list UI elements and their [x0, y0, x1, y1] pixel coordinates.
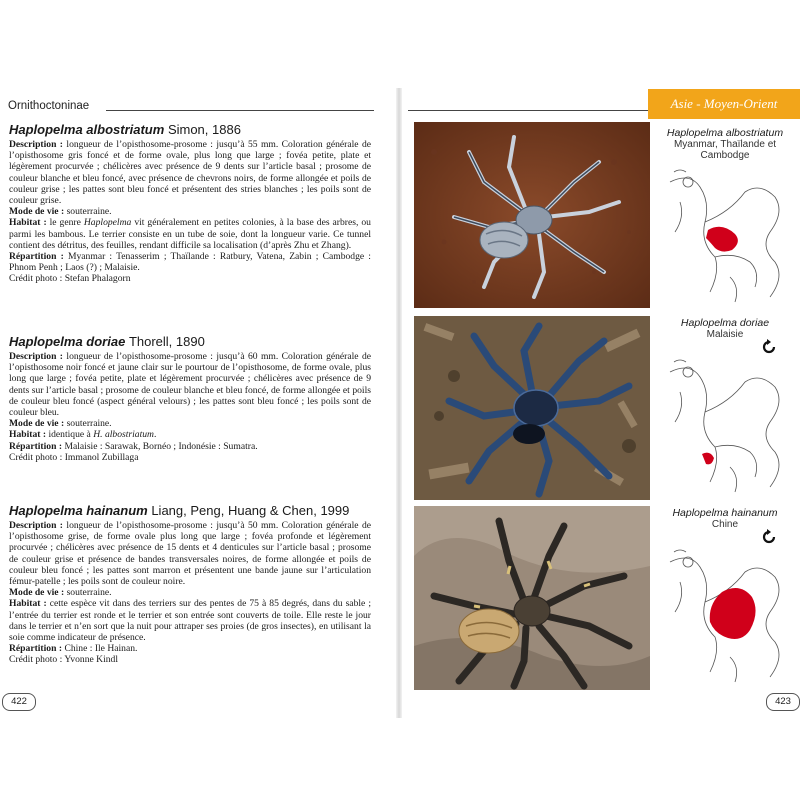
repartition [9, 441, 371, 452]
species-entry [9, 122, 371, 285]
species-entry [9, 503, 371, 666]
habitat-pre: identique à [48, 429, 91, 441]
habitat-genus: H. albostriatum [93, 429, 154, 441]
tarantula-photo-hainanum [414, 506, 650, 690]
page-number-left: 422 [2, 693, 36, 711]
description [9, 139, 371, 206]
range-map-doriae [660, 352, 794, 496]
description-label: Description : [9, 139, 64, 150]
habitat-genus: Haplopelma [83, 217, 132, 229]
tarantula-photo-albostriatum [414, 122, 650, 308]
photo-credit: Crédit photo : Yvonne Kindl [9, 654, 119, 666]
habitat-label: Habitat : [9, 217, 47, 229]
region-tab: Asie - Moyen-Orient [648, 89, 800, 119]
habitat [9, 429, 371, 440]
description-label: Description : [9, 520, 64, 531]
page-number-right: 423 [766, 693, 800, 711]
species-name: Haplopelma hainanum [9, 503, 148, 518]
range-area [702, 453, 714, 465]
mode-text: souterraine. [66, 418, 112, 430]
repartition-label: Répartition : [9, 440, 63, 452]
mode-text: souterraine. [66, 206, 112, 218]
species-name: Haplopelma doriae [9, 334, 126, 349]
repartition-text: Myanmar : Tenasserim ; Thaïlande : Ratbury, Vatena, Zabin ; Cambodge : Phnom Penh ; Laos (?) ; Malaisie. [9, 251, 371, 274]
species-author: Liang, Peng, Huang & Chen, 1999 [151, 503, 350, 518]
habitat-label: Habitat : [9, 598, 47, 610]
map-region: Myanmar, Thaïlande et Cambodge [673, 139, 777, 161]
photo-credit: Crédit photo : Immanol Zubillaga [9, 451, 139, 463]
map-region: Chine [711, 519, 739, 530]
species-entry [9, 334, 371, 463]
tarantula-photo-doriae [414, 316, 650, 500]
header-rule [408, 110, 648, 111]
species-title [9, 122, 371, 138]
species-author: Simon, 1886 [167, 122, 241, 137]
map-caption [652, 128, 798, 161]
mode-de-vie [9, 587, 371, 598]
map-caption [652, 508, 798, 530]
photo-credit: Crédit photo : Stefan Phalagorn [9, 273, 131, 285]
habitat [9, 598, 371, 643]
species-author: Thorell, 1890 [128, 334, 205, 349]
repartition-label: Répartition : [9, 643, 63, 655]
species-name: Haplopelma albostriatum [9, 122, 165, 137]
mode-de-vie [9, 206, 371, 217]
description-text: longueur de l’opisthosome-prosome : jusqu’à 50 mm. Coloration générale de l’opisthosome grise, de forme ovale plus long que large ; fovéa profonde et légèrement procurvée ; chélicères avec présence de 15 dents et 4 denticules sur l’article basal ; prosome de couleur grise et présence de bandes transversales noires, de forme allongée et poils de couleur bleu foncé ; les pattes sont marron et présentent une bande jaune sur l’articulation fémur-patelle ; les poils sont de couleur noire. [9, 520, 371, 588]
map-species-name: Haplopelma albostriatum [666, 127, 784, 139]
habitat-post: vit généralement en petites colonies, à la base des arbres, ou parmi les bambous. Le terrier consiste en un tube de soie, dont la longueur varie. Ce tunnel contient des détritus, des feuilles, rendant difficile sa localisation (d’après Zhu et Zhang). [9, 217, 371, 251]
section-rule [106, 110, 374, 111]
range-map-albostriatum [660, 162, 794, 306]
description-text: longueur de l’opisthosome-prosome : jusqu’à 60 mm. Coloration générale de l’opisthosome noir foncé et jaune clair sur le pourtour de l’opisthosome, de forme ovale, plus long que large ; fovéa petite, plate et légèrement procurvée ; chélicères avec présence de 9 dents sur l’article basal ; prosome de couleur blanche et bleu foncé, de forme allongée et poils de couleur bleu foncé (aspect général velours) ; les pattes sont bleu foncé ; les poils sont de couleur bleu. [9, 351, 371, 419]
mode-text: souterraine. [66, 587, 112, 599]
description [9, 351, 371, 418]
repartition-label: Répartition : [9, 251, 64, 263]
tarantula-photo-icon [414, 316, 650, 500]
map-species-name: Haplopelma hainanum [672, 507, 778, 519]
habitat-post: . [154, 429, 157, 441]
book-gutter [396, 88, 402, 718]
map-region: Malaisie [706, 329, 744, 340]
repartition-text: Malaisie : Sarawak, Bornéo ; Indonésie : Sumatra. [64, 440, 258, 452]
habitat-text: cette espèce vit dans des terriers sur des pentes de 75 à 85 degrés, dans du sable ; l’entrée du terrier est ronde et le terrier et son entrée sont couverts de toile. Elle reste le jour dans le terrier et n’en sort que la nuit pour attraper ses proies (de gros insectes), en utilisant la soie comme indicateur de présence. [9, 598, 371, 644]
tarantula-photo-icon [414, 122, 650, 308]
species-title [9, 334, 371, 350]
mode-de-vie [9, 418, 371, 429]
range-map-hainanum [660, 542, 794, 686]
description-text: longueur de l’opisthosome-prosome : jusqu’à 55 mm. Coloration générale de l’opisthosome gris foncé et de forme ovale, plus long que large ; fovéa petite, plate et légèrement procurvée ; chélicères avec présence de 9 dents sur l’article basal ; prosome de couleur blanche et bleu foncé, avec présence de chevrons noirs, de forme allongée et poils de couleur grise ; les pattes sont bleu foncé et présentent des stries blanches ; les poils sont de couleur grise. [9, 139, 371, 207]
description [9, 520, 371, 587]
map-caption [652, 318, 798, 340]
description-label: Description : [9, 351, 64, 362]
habitat-label: Habitat : [9, 429, 47, 441]
repartition [9, 643, 371, 654]
habitat [9, 217, 371, 251]
range-area [710, 588, 756, 639]
section-heading: Ornithoctoninae [8, 100, 90, 112]
tarantula-photo-icon [414, 506, 650, 690]
map-species-name: Haplopelma doriae [680, 317, 770, 329]
mode-label: Mode de vie : [9, 418, 65, 430]
mode-label: Mode de vie : [9, 587, 65, 599]
habitat-pre: le genre [49, 217, 81, 229]
species-title [9, 503, 371, 519]
range-area [706, 227, 738, 252]
repartition [9, 251, 371, 273]
repartition-text: Chine : Ile Hainan. [64, 643, 138, 655]
mode-label: Mode de vie : [9, 206, 65, 218]
